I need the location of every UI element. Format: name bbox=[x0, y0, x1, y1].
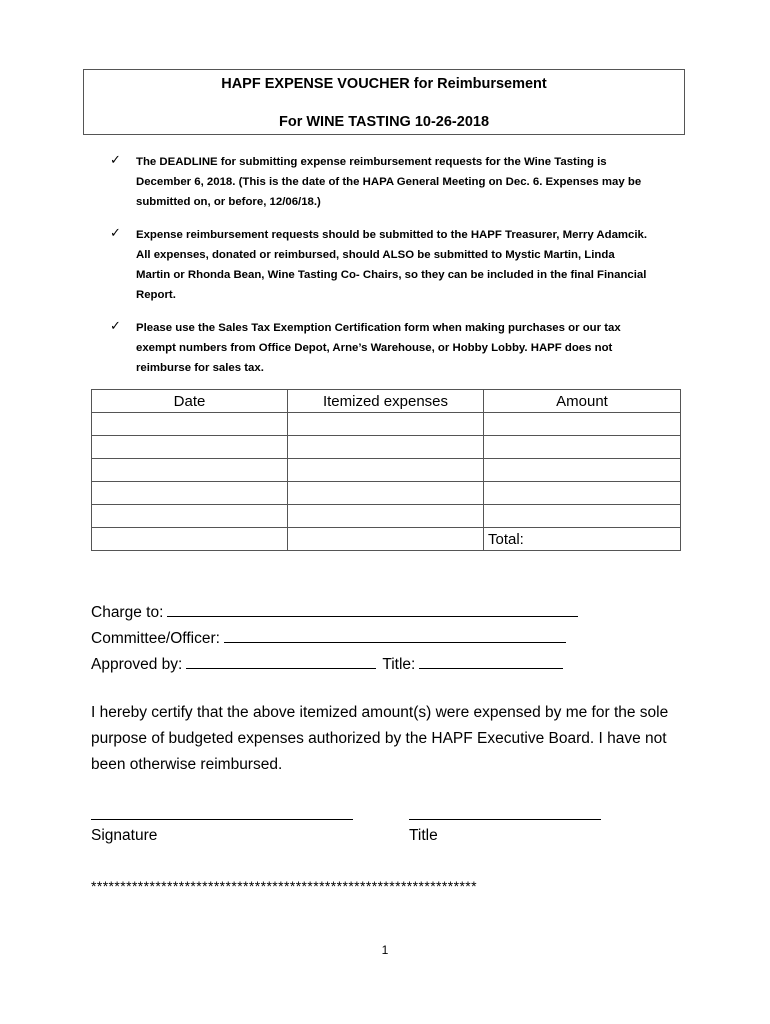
title-field[interactable] bbox=[419, 651, 563, 669]
instruction-line: reimburse for sales tax. bbox=[136, 362, 264, 374]
title-box bbox=[83, 69, 685, 135]
table-row bbox=[92, 482, 681, 505]
instruction-line: Please use the Sales Tax Exemption Certification form when making purchases or our tax bbox=[136, 322, 621, 334]
instruction-line: December 6, 2018. (This is the date of the HAPA General Meeting on Dec. 6. Expenses may be bbox=[136, 176, 642, 188]
check-icon: ✓ bbox=[110, 318, 121, 333]
title-field-label: Title: bbox=[382, 656, 416, 673]
form-fields bbox=[91, 599, 578, 677]
instruction-line: Expense reimbursement requests should be submitted to the HAPF Treasurer, Merry Adamcik. bbox=[136, 229, 648, 241]
instructions-list bbox=[108, 152, 683, 391]
approved-by-row bbox=[91, 651, 578, 677]
amount-cell[interactable] bbox=[484, 459, 681, 482]
date-cell[interactable] bbox=[92, 528, 288, 551]
column-header-amount: Amount bbox=[484, 390, 681, 413]
amount-cell[interactable] bbox=[484, 436, 681, 459]
committee-officer-row bbox=[91, 625, 578, 651]
expense-cell[interactable] bbox=[288, 459, 484, 482]
charge-to-field[interactable] bbox=[167, 599, 578, 617]
column-header-date: Date bbox=[92, 390, 288, 413]
instruction-line: All expenses, donated or reimbursed, should ALSO be submitted to Mystic Martin, Linda bbox=[136, 249, 615, 261]
instruction-line: exempt numbers from Office Depot, Arne’s Warehouse, or Hobby Lobby. HAPF does not bbox=[136, 342, 613, 354]
document-title: HAPF EXPENSE VOUCHER for Reimbursement bbox=[221, 76, 547, 92]
signature-field[interactable] bbox=[91, 819, 353, 820]
instruction-line: submitted on, or before, 12/06/18.) bbox=[136, 196, 321, 208]
expense-cell[interactable] bbox=[288, 436, 484, 459]
document-subtitle: For WINE TASTING 10-26-2018 bbox=[278, 114, 490, 130]
instruction-item bbox=[108, 225, 683, 305]
expense-cell[interactable] bbox=[288, 528, 484, 551]
amount-cell[interactable] bbox=[484, 413, 681, 436]
instruction-line: Martin or Rhonda Bean, Wine Tasting Co- Chairs, so they can be included in the final Financial bbox=[136, 269, 647, 281]
certification-statement: I hereby certify that the above itemized amount(s) were expensed by me for the sole purpose of budgeted expenses authorized by the HAPF Executive Board. I have not been otherwise reimbursed. bbox=[91, 704, 669, 773]
instruction-line: Report. bbox=[136, 289, 176, 301]
expense-table bbox=[91, 389, 681, 551]
table-row bbox=[92, 459, 681, 482]
check-icon: ✓ bbox=[110, 225, 121, 240]
total-cell[interactable] bbox=[484, 528, 681, 551]
date-cell[interactable] bbox=[92, 505, 288, 528]
signature-title-field[interactable] bbox=[409, 819, 601, 820]
date-cell[interactable] bbox=[92, 413, 288, 436]
expense-cell[interactable] bbox=[288, 482, 484, 505]
expense-cell[interactable] bbox=[288, 505, 484, 528]
instruction-line: The DEADLINE for submitting expense reimbursement requests for the Wine Tasting is bbox=[136, 156, 607, 168]
instruction-item bbox=[108, 152, 683, 212]
signature-title-label: Title bbox=[409, 827, 438, 844]
committee-officer-label: Committee/Officer: bbox=[91, 630, 220, 647]
asterisk-divider: ****************************************************************** bbox=[91, 878, 477, 894]
total-label: Total: bbox=[488, 530, 524, 548]
instruction-item bbox=[108, 318, 683, 378]
table-row bbox=[92, 528, 681, 551]
table-header-row bbox=[92, 390, 681, 413]
expense-cell[interactable] bbox=[288, 413, 484, 436]
charge-to-row bbox=[91, 599, 578, 625]
signature-label: Signature bbox=[91, 827, 158, 844]
table-row bbox=[92, 436, 681, 459]
date-cell[interactable] bbox=[92, 459, 288, 482]
approved-by-field[interactable] bbox=[186, 651, 376, 669]
approved-by-label: Approved by: bbox=[91, 656, 183, 673]
check-icon: ✓ bbox=[110, 152, 121, 167]
date-cell[interactable] bbox=[92, 436, 288, 459]
amount-cell[interactable] bbox=[484, 505, 681, 528]
page-number: 1 bbox=[381, 943, 389, 957]
column-header-itemized-expenses: Itemized expenses bbox=[288, 390, 484, 413]
table-row bbox=[92, 505, 681, 528]
amount-cell[interactable] bbox=[484, 482, 681, 505]
charge-to-label: Charge to: bbox=[91, 604, 164, 621]
table-row bbox=[92, 413, 681, 436]
date-cell[interactable] bbox=[92, 482, 288, 505]
committee-officer-field[interactable] bbox=[224, 625, 566, 643]
